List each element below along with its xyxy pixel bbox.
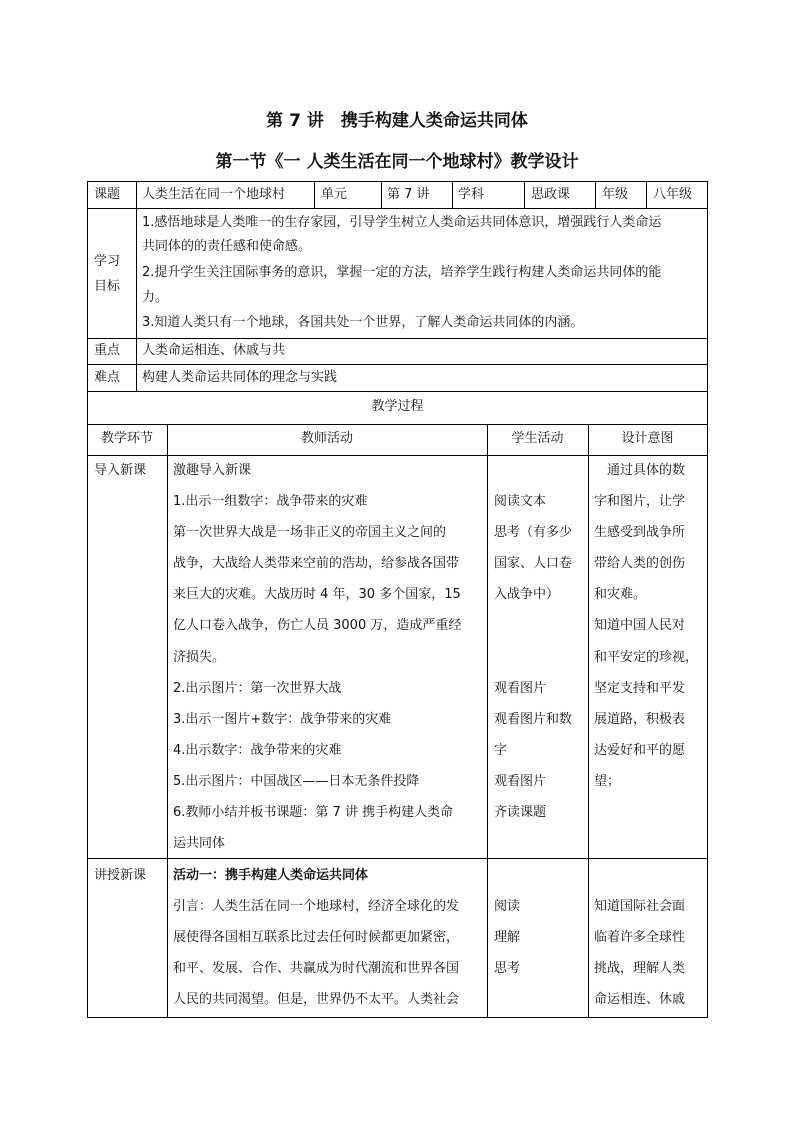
lesson-title: 第 7 讲 携手构建人类命运共同体: [266, 111, 528, 131]
intent-line: 和灾难。: [594, 587, 647, 602]
column-header: 学生活动: [511, 431, 564, 446]
intent-line: 挑战，理解人类: [594, 961, 686, 976]
goals-label-line1: 学习: [94, 254, 121, 269]
intent-line: 知道国际社会面: [594, 899, 686, 914]
teacher-line: 引言：人类生活在同一个地球村，经济全球化的发: [173, 899, 460, 914]
student-line: 思考（有多少: [494, 525, 573, 540]
teacher-line: 激趣导入新课: [173, 463, 252, 478]
student-line: 阅读文本: [494, 494, 547, 509]
student-line: 齐读课题: [494, 805, 547, 820]
teacher-line: 3.出示一图片+数字：战争带来的灾难: [173, 712, 392, 727]
teacher-line: 2.出示图片：第一次世界大战: [173, 681, 342, 696]
key-point-value: 人类命运相连、休戚与共: [142, 343, 286, 358]
goal-line: 2.提升学生关注国际事务的意识，掌握一定的方法，培养学生践行构建人类命运共同体的能: [142, 265, 662, 280]
teacher-line: 运共同体: [173, 836, 226, 851]
intent-line: 展道路，积极表: [594, 712, 686, 727]
grade-label: 年级: [602, 187, 629, 202]
goal-line: 1.感悟地球是人类唯一的生存家园，引导学生树立人类命运共同体意识，增强践行人类命运: [142, 215, 662, 230]
intent-line: 通过具体的数: [594, 463, 686, 478]
teacher-line: 和平、发展、合作、共赢成为时代潮流和世界各国: [173, 961, 460, 976]
teacher-line: 来巨大的灾难。大战历时 4 年，30 多个国家，15: [173, 587, 461, 602]
topic-value: 人类生活在同一个地球村: [142, 187, 286, 202]
activity-title: 活动一：携手构建人类命运共同体: [173, 868, 369, 883]
student-line: 国家、人口卷: [494, 556, 573, 571]
teacher-line: 人民的共同渴望。但是，世界仍不太平。人类社会: [173, 992, 460, 1007]
difficulty-value: 构建人类命运共同体的理念与实践: [142, 370, 338, 385]
subject-value: 思政课: [531, 187, 571, 202]
teacher-line: 4.出示数字：战争带来的灾难: [173, 743, 342, 758]
column-header: 教师活动: [300, 431, 353, 446]
teacher-line: 5.出示图片：中国战区——日本无条件投降: [173, 774, 420, 789]
intent-line: 和平安定的珍视，: [594, 650, 699, 665]
teacher-line: 6.教师小结并板书课题：第 7 讲 携手构建人类命: [173, 805, 454, 820]
student-line: 观看图片和数: [494, 712, 573, 727]
subject-label: 学科: [458, 187, 485, 202]
teacher-line: 展使得各国相互联系比过去任何时候都更加紧密，: [173, 930, 460, 945]
student-line: 观看图片: [494, 774, 547, 789]
goal-line: 力。: [142, 290, 169, 305]
intent-line: 命运相连、休戚: [594, 992, 686, 1007]
teacher-line: 亿人口卷入战争，伤亡人员 3000 万，造成严重经: [173, 618, 462, 633]
teacher-line: 济损失。: [173, 650, 226, 665]
difficulty-label: 难点: [94, 370, 121, 385]
intent-line: 知道中国人民对: [594, 618, 686, 633]
grade-value: 八年级: [653, 187, 693, 202]
column-header: 设计意图: [621, 431, 674, 446]
goal-line: 3.知道人类只有一个地球，各国共处一个世界，了解人类命运共同体的内涵。: [142, 315, 584, 330]
goal-line: 共同体的的责任感和使命感。: [142, 239, 312, 254]
intent-line: 带给人类的创伤: [594, 556, 686, 571]
intent-line: 坚定支持和平发: [594, 681, 686, 696]
student-line: 观看图片: [494, 681, 547, 696]
student-line: 理解: [494, 930, 521, 945]
goals-label-line2: 目标: [94, 279, 121, 294]
teacher-line: 战争，大战给人类带来空前的浩劫，给参战各国带: [173, 556, 460, 571]
student-line: 入战争中）: [494, 587, 560, 602]
process-header: 教学过程: [371, 399, 424, 414]
teacher-line: 1.出示一组数字：战争带来的灾难: [173, 494, 368, 509]
stage-name: 讲授新课: [94, 868, 147, 883]
intent-line: 达爱好和平的愿: [594, 743, 686, 758]
stage-name: 导入新课: [94, 463, 147, 478]
intent-line: 字和图片，让学: [594, 494, 686, 509]
student-line: 阅读: [494, 899, 521, 914]
unit-value: 第 7 讲: [387, 187, 430, 202]
intent-line: 望；: [594, 774, 621, 789]
student-line: 字: [494, 743, 508, 758]
column-header: 教学环节: [100, 431, 153, 446]
intent-line: 生感受到战争所: [594, 525, 686, 540]
student-line: 思考: [494, 961, 521, 976]
intent-line: 临着许多全球性: [594, 930, 686, 945]
teacher-line: 第一次世界大战是一场非正义的帝国主义之间的: [173, 525, 447, 540]
section-title: 第一节《一 人类生活在同一个地球村》教学设计: [215, 152, 579, 172]
key-point-label: 重点: [94, 343, 121, 358]
topic-label: 课题: [94, 187, 121, 202]
unit-label: 单元: [321, 187, 348, 202]
